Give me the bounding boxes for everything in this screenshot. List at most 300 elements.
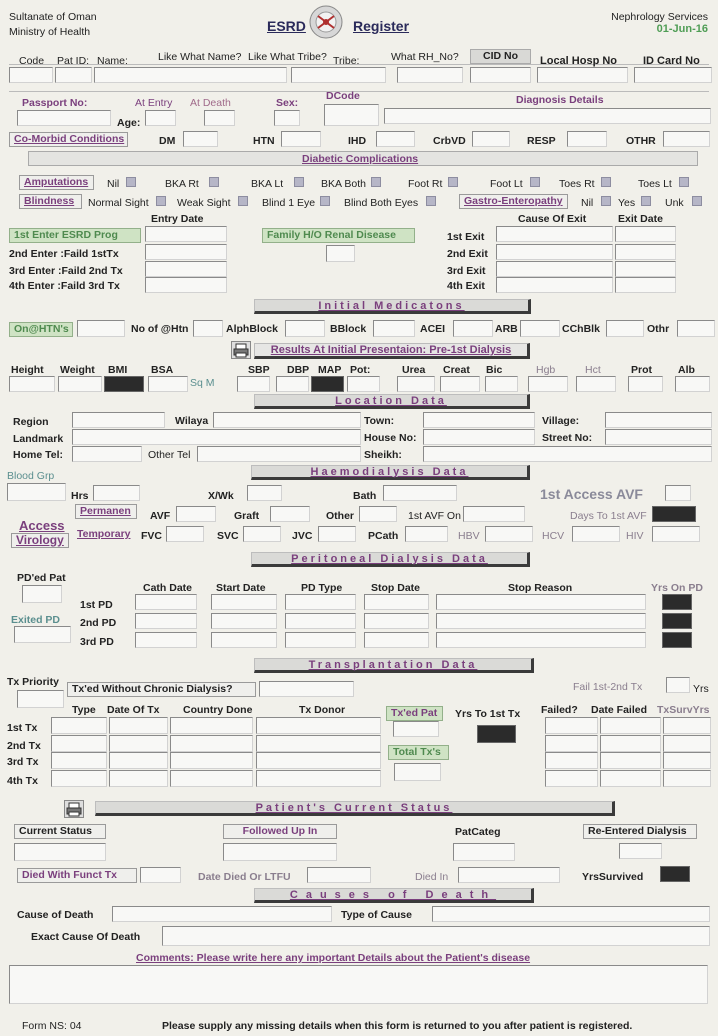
- total-txs-field[interactable]: [394, 763, 441, 781]
- pot-field[interactable]: [347, 376, 380, 392]
- pd3-cath-date-field[interactable]: [135, 632, 197, 648]
- hgb-field[interactable]: [528, 376, 568, 392]
- cid-field[interactable]: [470, 67, 531, 83]
- arb-label: ARB: [495, 323, 518, 335]
- initial-medications-banner: Initial Medicatons: [254, 299, 531, 314]
- height-field[interactable]: [9, 376, 55, 392]
- landmark-field[interactable]: [72, 429, 361, 445]
- diabetic-complications-label: Diabetic Complications: [302, 153, 419, 165]
- alb-field[interactable]: [675, 376, 710, 392]
- code-field[interactable]: [9, 67, 53, 83]
- stop-reason-header: Stop Reason: [508, 582, 573, 594]
- access-other-field[interactable]: [359, 506, 397, 522]
- results-banner: Results At Initial Presentaion: Pre-1st Dialysis: [254, 343, 530, 359]
- stop-date-header: Stop Date: [371, 582, 421, 594]
- street-no-label: Street No:: [542, 432, 593, 444]
- pd3-start-date-field[interactable]: [211, 632, 277, 648]
- tx1-country-field[interactable]: [170, 717, 253, 734]
- cause-of-death-field[interactable]: [112, 906, 332, 922]
- resp-field[interactable]: [567, 131, 607, 147]
- map-field: [311, 376, 344, 392]
- tx-country-header: Country Done: [183, 704, 253, 716]
- type-of-cause-field[interactable]: [432, 906, 710, 922]
- medication-othr-field[interactable]: [677, 320, 715, 337]
- code-label: Code: [19, 55, 45, 67]
- total-txs-label: Total Tx's: [388, 745, 449, 760]
- tx-2-label: 2nd Tx: [7, 740, 41, 752]
- access-label: Access: [19, 518, 65, 533]
- exact-cause-field[interactable]: [162, 926, 710, 946]
- amp-toes-rt-label: Toes Rt: [559, 178, 595, 190]
- tx3-surv-yrs-field[interactable]: [663, 752, 711, 769]
- xwk-field[interactable]: [247, 485, 282, 501]
- tx2-type-field[interactable]: [51, 735, 107, 752]
- service-name: Nephrology Services: [611, 11, 708, 23]
- hiv-field[interactable]: [652, 526, 700, 542]
- urea-label: Urea: [402, 364, 426, 376]
- jvc-field[interactable]: [318, 526, 356, 542]
- amp-toes-rt-checkbox[interactable]: [601, 177, 611, 187]
- pcath-field[interactable]: [405, 526, 448, 542]
- tx-without-dialysis-field[interactable]: [259, 681, 354, 697]
- other-tel-field[interactable]: [197, 446, 361, 462]
- hbv-label: HBV: [458, 530, 480, 542]
- creat-label: Creat: [443, 364, 470, 376]
- txed-pat-label: Tx'ed Pat: [386, 706, 443, 721]
- exit-date-4-field[interactable]: [615, 277, 676, 293]
- height-label: Height: [11, 364, 44, 376]
- tx3-date-failed-field[interactable]: [600, 752, 661, 769]
- sbp-field[interactable]: [237, 376, 270, 392]
- txed-pat-field[interactable]: [393, 721, 439, 737]
- tx-priority-label: Tx Priority: [7, 676, 59, 688]
- pd2-cath-date-field[interactable]: [135, 613, 197, 629]
- peritoneal-dialysis-banner: Peritoneal Dialysis Data: [251, 552, 530, 567]
- pd3-type-field[interactable]: [285, 632, 356, 648]
- yrs-to-first-tx-label: Yrs To 1st Tx: [455, 708, 521, 720]
- pd3-stop-date-field[interactable]: [364, 632, 429, 648]
- tx-without-dialysis-label: Tx'ed Without Chronic Dialysis?: [67, 682, 256, 697]
- amp-nil-label: Nil: [107, 178, 120, 190]
- days-to-avf-label: Days To 1st AVF: [570, 510, 647, 522]
- patcateg-label: PatCateg: [455, 826, 501, 838]
- tx3-failed-field[interactable]: [545, 752, 598, 769]
- died-with-functioning-tx-field[interactable]: [140, 867, 181, 883]
- cause-exit-header: Cause Of Exit: [518, 213, 587, 225]
- tx2-date-field[interactable]: [109, 735, 168, 752]
- gastro-yes-label: Yes: [618, 197, 636, 209]
- exited-pd-field[interactable]: [14, 626, 71, 643]
- pded-pat-label: PD'ed Pat: [17, 572, 66, 584]
- home-tel-field[interactable]: [72, 446, 142, 462]
- amp-bka-lt-label: BKA Lt: [251, 178, 284, 190]
- acei-field[interactable]: [453, 320, 493, 337]
- tx3-date-field[interactable]: [109, 752, 168, 769]
- pd1-yrs-field: [662, 594, 692, 610]
- blind-one-eye-checkbox[interactable]: [320, 196, 330, 206]
- tx-failed-header: Failed?: [541, 704, 578, 716]
- alphblock-field[interactable]: [285, 320, 325, 337]
- print-icon[interactable]: [231, 341, 251, 359]
- normal-sight-checkbox[interactable]: [156, 196, 166, 206]
- othr-label: OTHR: [626, 135, 656, 147]
- transplantation-banner: Transplantation Data: [254, 658, 534, 673]
- avf-field[interactable]: [176, 506, 216, 522]
- tx-date-header: Date Of Tx: [107, 704, 160, 716]
- local-hosp-field[interactable]: [537, 67, 628, 83]
- fvc-label: FVC: [141, 530, 162, 542]
- blind-both-checkbox[interactable]: [426, 196, 436, 206]
- exit-cause-4-field[interactable]: [496, 277, 613, 293]
- pat-id-field[interactable]: [55, 67, 92, 83]
- arb-field[interactable]: [520, 320, 560, 337]
- weight-field[interactable]: [58, 376, 102, 392]
- ihd-label: IHD: [348, 135, 367, 147]
- no-htn-field[interactable]: [193, 320, 223, 337]
- location-banner: Location Data: [254, 394, 530, 409]
- gastro-unk-checkbox[interactable]: [692, 196, 702, 206]
- hcv-field[interactable]: [572, 526, 620, 542]
- diagnosis-details-label: Diagnosis Details: [516, 94, 604, 106]
- bath-field[interactable]: [383, 485, 457, 501]
- pd3-yrs-field: [662, 632, 692, 648]
- alphblock-label: AlphBlock: [226, 323, 278, 335]
- hcv-label: HCV: [542, 530, 565, 542]
- first-avf-on-field[interactable]: [463, 506, 525, 522]
- sbp-label: SBP: [248, 364, 270, 376]
- tx4-surv-yrs-field[interactable]: [663, 770, 711, 787]
- amp-bka-lt-checkbox[interactable]: [294, 177, 304, 187]
- othr-field[interactable]: [663, 131, 710, 147]
- tx-3-label: 3rd Tx: [7, 756, 39, 768]
- exit-date-1-field[interactable]: [615, 226, 676, 242]
- exit-date-3-field[interactable]: [615, 261, 676, 277]
- org-line-2: Ministry of Health: [9, 26, 91, 38]
- pot-label: Pot:: [350, 364, 371, 376]
- yrs-survived-field: [660, 866, 690, 882]
- pd2-type-field[interactable]: [285, 613, 356, 629]
- home-tel-label: Home Tel:: [13, 449, 63, 461]
- hrs-field[interactable]: [93, 485, 140, 501]
- sheikh-label: Sheikh:: [364, 449, 402, 461]
- exited-pd-label: Exited PD: [11, 614, 61, 626]
- amp-bka-rt-label: BKA Rt: [165, 178, 199, 190]
- tx4-type-field[interactable]: [51, 770, 107, 787]
- days-to-avf-field: [652, 506, 696, 522]
- age-at-entry-label: At Entry: [135, 97, 173, 109]
- title-register: Register: [353, 18, 410, 34]
- town-field[interactable]: [423, 412, 535, 428]
- map-label: MAP: [318, 364, 342, 376]
- graft-field[interactable]: [270, 506, 310, 522]
- diagnosis-details-field[interactable]: [384, 108, 711, 124]
- pd1-stop-reason-field[interactable]: [436, 594, 646, 610]
- svc-field[interactable]: [243, 526, 281, 542]
- dcode-field[interactable]: [324, 104, 379, 126]
- temporary-label: Temporary: [77, 528, 131, 540]
- pd2-start-date-field[interactable]: [211, 613, 277, 629]
- fail-yrs-unit-label: Yrs: [693, 683, 709, 695]
- died-with-functioning-tx-label: Died With Funct Tx: [17, 868, 137, 883]
- acei-label: ACEI: [420, 323, 446, 335]
- amp-toes-lt-label: Toes Lt: [638, 178, 672, 190]
- normal-sight-label: Normal Sight: [88, 197, 149, 209]
- fvc-field[interactable]: [166, 526, 204, 542]
- resp-label: RESP: [527, 135, 556, 147]
- house-no-label: House No:: [364, 432, 417, 444]
- family-history-label: Family H/O Renal Disease: [262, 228, 415, 243]
- ihd-field[interactable]: [376, 131, 415, 147]
- sex-label: Sex:: [276, 97, 299, 109]
- dcode-label: DCode: [326, 90, 360, 102]
- tx-type-header: Type: [72, 704, 96, 716]
- age-at-death-label: At Death: [190, 97, 231, 109]
- org-line-1: Sultanate of Oman: [9, 11, 97, 23]
- urea-field[interactable]: [397, 376, 435, 392]
- exit-cause-2-field[interactable]: [496, 244, 613, 260]
- date-died-label: Date Died Or LTFU: [198, 871, 291, 883]
- medication-othr-label: Othr: [647, 323, 670, 335]
- first-access-avf-label: 1st Access AVF: [540, 486, 643, 502]
- form-number: Form NS: 04: [22, 1020, 82, 1032]
- rh-no-label: What RH_No?: [391, 51, 459, 63]
- gastro-nil-label: Nil: [581, 197, 594, 209]
- pded-pat-field[interactable]: [22, 585, 62, 603]
- exit-date-2-field[interactable]: [615, 244, 676, 260]
- sheikh-field[interactable]: [423, 446, 712, 462]
- current-status-label: Current Status: [14, 824, 106, 839]
- passport-field[interactable]: [17, 110, 111, 126]
- amp-foot-rt-checkbox[interactable]: [448, 177, 458, 187]
- third-enter-label: 3rd Enter :Faild 2nd Tx: [9, 265, 123, 277]
- amp-toes-lt-checkbox[interactable]: [679, 177, 689, 187]
- avf-label: AVF: [150, 510, 171, 522]
- tx4-country-field[interactable]: [170, 770, 253, 787]
- amputations-label: Amputations: [19, 175, 94, 190]
- second-enter-label: 2nd Enter :Faild 1stTx: [9, 248, 119, 260]
- hgb-label: Hgb: [536, 364, 556, 376]
- bic-field[interactable]: [485, 376, 518, 392]
- tx-surv-yrs-header: TxSurvYrs: [657, 704, 710, 716]
- bblock-field[interactable]: [373, 320, 415, 337]
- entry-date-1-field[interactable]: [145, 226, 227, 242]
- exit-2-label: 2nd Exit: [447, 248, 488, 260]
- crbvd-label: CrbVD: [433, 135, 466, 147]
- tx-donor-header: Tx Donor: [299, 704, 346, 716]
- fail-1st-2nd-label: Fail 1st-2nd Tx: [573, 681, 643, 693]
- weak-sight-checkbox[interactable]: [238, 196, 248, 206]
- house-no-field[interactable]: [423, 429, 535, 445]
- pcath-label: PCath: [368, 530, 399, 542]
- dbp-label: DBP: [287, 364, 310, 376]
- gastro-yes-checkbox[interactable]: [641, 196, 651, 206]
- followed-up-label: Followed Up In: [223, 824, 337, 839]
- tx4-date-failed-field[interactable]: [600, 770, 661, 787]
- entry-date-header: Entry Date: [151, 213, 204, 225]
- bmi-field: [104, 376, 144, 392]
- xwk-label: X/Wk: [208, 490, 234, 502]
- pd1-stop-date-field[interactable]: [364, 594, 429, 610]
- alb-label: Alb: [678, 364, 695, 376]
- hct-label: Hct: [585, 364, 601, 376]
- current-status-banner: Patient's Current Status: [95, 801, 615, 816]
- bblock-label: BBlock: [330, 323, 367, 335]
- other-tel-label: Other Tel: [148, 449, 191, 461]
- blood-group-field[interactable]: [7, 483, 66, 501]
- local-hosp-label: Local Hosp No: [540, 55, 618, 67]
- region-label: Region: [13, 416, 49, 428]
- tx4-failed-field[interactable]: [545, 770, 598, 787]
- start-date-header: Start Date: [216, 582, 266, 594]
- current-status-field[interactable]: [14, 843, 106, 861]
- jvc-label: JVC: [292, 530, 313, 542]
- bsa-field[interactable]: [148, 376, 188, 392]
- amp-foot-rt-label: Foot Rt: [408, 178, 443, 190]
- causes-of-death-banner: Causes of Death: [254, 888, 534, 903]
- patcateg-field[interactable]: [453, 843, 515, 861]
- tx2-country-field[interactable]: [170, 735, 253, 752]
- tx3-type-field[interactable]: [51, 752, 107, 769]
- tx1-date-field[interactable]: [109, 717, 168, 734]
- tx3-country-field[interactable]: [170, 752, 253, 769]
- tx2-donor-field[interactable]: [256, 735, 381, 752]
- reentered-dialysis-label: Re-Entered Dialysis: [583, 824, 697, 839]
- age-label: Age:: [117, 117, 141, 129]
- tx1-donor-field[interactable]: [256, 717, 381, 734]
- amp-nil-checkbox[interactable]: [126, 177, 136, 187]
- pd-type-header: PD Type: [301, 582, 343, 594]
- weak-sight-label: Weak Sight: [177, 197, 231, 209]
- exact-cause-label: Exact Cause Of Death: [31, 931, 141, 943]
- bsa-label: BSA: [151, 364, 174, 376]
- tx3-donor-field[interactable]: [256, 752, 381, 769]
- age-at-entry-field[interactable]: [145, 110, 176, 126]
- tx2-date-failed-field[interactable]: [600, 735, 661, 752]
- no-htn-label: No of @Htn: [131, 323, 189, 335]
- hrs-label: Hrs: [71, 490, 89, 502]
- type-of-cause-label: Type of Cause: [341, 909, 412, 921]
- amp-foot-lt-checkbox[interactable]: [530, 177, 540, 187]
- pd2-yrs-field: [662, 613, 692, 629]
- bic-label: Bic: [486, 364, 503, 376]
- age-at-death-field[interactable]: [204, 110, 235, 126]
- yrs-on-pd-header: Yrs On PD: [651, 582, 703, 594]
- tx1-failed-field[interactable]: [545, 717, 598, 734]
- sex-field[interactable]: [274, 110, 300, 126]
- date-died-field[interactable]: [307, 867, 371, 883]
- entry-date-4-field[interactable]: [145, 277, 227, 293]
- tx-priority-field[interactable]: [17, 690, 64, 708]
- tx1-type-field[interactable]: [51, 717, 107, 734]
- tx-4-label: 4th Tx: [7, 775, 38, 787]
- cath-date-header: Cath Date: [143, 582, 193, 594]
- cchblk-field[interactable]: [606, 320, 644, 337]
- family-history-field[interactable]: [326, 245, 355, 262]
- pd3-stop-reason-field[interactable]: [436, 632, 646, 648]
- tx2-failed-field[interactable]: [545, 735, 598, 752]
- rh-no-field[interactable]: [397, 67, 463, 83]
- entry-date-2-field[interactable]: [145, 244, 227, 260]
- hct-field[interactable]: [576, 376, 616, 392]
- region-field[interactable]: [72, 412, 165, 428]
- dm-field[interactable]: [183, 131, 218, 147]
- dm-label: DM: [159, 135, 176, 147]
- crbvd-field[interactable]: [472, 131, 510, 147]
- tx4-donor-field[interactable]: [256, 770, 381, 787]
- first-enter-label: 1st Enter ESRD Prog: [9, 228, 141, 243]
- exit-1-label: 1st Exit: [447, 231, 485, 243]
- cid-label: CID No: [470, 49, 531, 64]
- bath-label: Bath: [353, 490, 377, 502]
- pat-id-label: Pat ID:: [57, 55, 90, 67]
- like-tribe-label: Like What Tribe?: [248, 51, 327, 63]
- print-status-icon[interactable]: [64, 800, 84, 818]
- blood-group-label: Blood Grp: [7, 470, 55, 482]
- hbv-field[interactable]: [485, 526, 533, 542]
- prot-field[interactable]: [628, 376, 663, 392]
- fail-1st-2nd-field[interactable]: [666, 677, 690, 693]
- village-field[interactable]: [605, 412, 712, 428]
- tx4-date-field[interactable]: [109, 770, 168, 787]
- bmi-label: BMI: [108, 364, 128, 376]
- gastro-unk-label: Unk: [665, 197, 684, 209]
- name-field[interactable]: [94, 67, 287, 83]
- died-in-field[interactable]: [458, 867, 560, 883]
- comments-field[interactable]: [9, 965, 708, 1004]
- tribe-field[interactable]: [291, 67, 386, 83]
- permanent-label: Permanen: [75, 504, 137, 519]
- street-no-field[interactable]: [605, 429, 712, 445]
- pd1-start-date-field[interactable]: [211, 594, 277, 610]
- hiv-label: HIV: [626, 530, 644, 542]
- id-card-label: ID Card No: [643, 55, 700, 67]
- pd1-cath-date-field[interactable]: [135, 594, 197, 610]
- creat-field[interactable]: [440, 376, 480, 392]
- comments-label: Comments: Please write here any important Details about the Patient's disease: [136, 952, 531, 964]
- gastro-label: Gastro-Enteropathy: [459, 194, 568, 209]
- exit-4-label: 4th Exit: [447, 280, 485, 292]
- tx2-surv-yrs-field[interactable]: [663, 735, 711, 752]
- reentered-dialysis-field[interactable]: [619, 843, 662, 859]
- pd-2-label: 2nd PD: [80, 617, 117, 629]
- wilaya-field[interactable]: [213, 412, 361, 428]
- amp-bka-rt-checkbox[interactable]: [209, 177, 219, 187]
- first-access-avf-field[interactable]: [665, 485, 691, 501]
- htn-field[interactable]: [281, 131, 321, 147]
- exit-cause-3-field[interactable]: [496, 261, 613, 277]
- followed-up-field[interactable]: [223, 843, 337, 861]
- on-htn-field[interactable]: [77, 320, 125, 337]
- gastro-nil-checkbox[interactable]: [601, 196, 611, 206]
- pd2-stop-date-field[interactable]: [364, 613, 429, 629]
- dbp-field[interactable]: [276, 376, 309, 392]
- cause-of-death-label: Cause of Death: [17, 909, 94, 921]
- amp-bka-both-checkbox[interactable]: [371, 177, 381, 187]
- exit-cause-1-field[interactable]: [496, 226, 613, 242]
- like-name-label: Like What Name?: [158, 51, 242, 63]
- tx1-date-failed-field[interactable]: [600, 717, 661, 734]
- entry-date-3-field[interactable]: [145, 261, 227, 277]
- id-card-field[interactable]: [634, 67, 712, 83]
- pd1-type-field[interactable]: [285, 594, 356, 610]
- tx1-surv-yrs-field[interactable]: [663, 717, 711, 734]
- yrs-to-first-tx-field: [477, 725, 516, 743]
- pd2-stop-reason-field[interactable]: [436, 613, 646, 629]
- on-htn-label: On@HTN's: [9, 322, 73, 337]
- wilaya-label: Wilaya: [175, 415, 209, 427]
- weight-label: Weight: [60, 364, 95, 376]
- exit-date-header: Exit Date: [618, 213, 663, 225]
